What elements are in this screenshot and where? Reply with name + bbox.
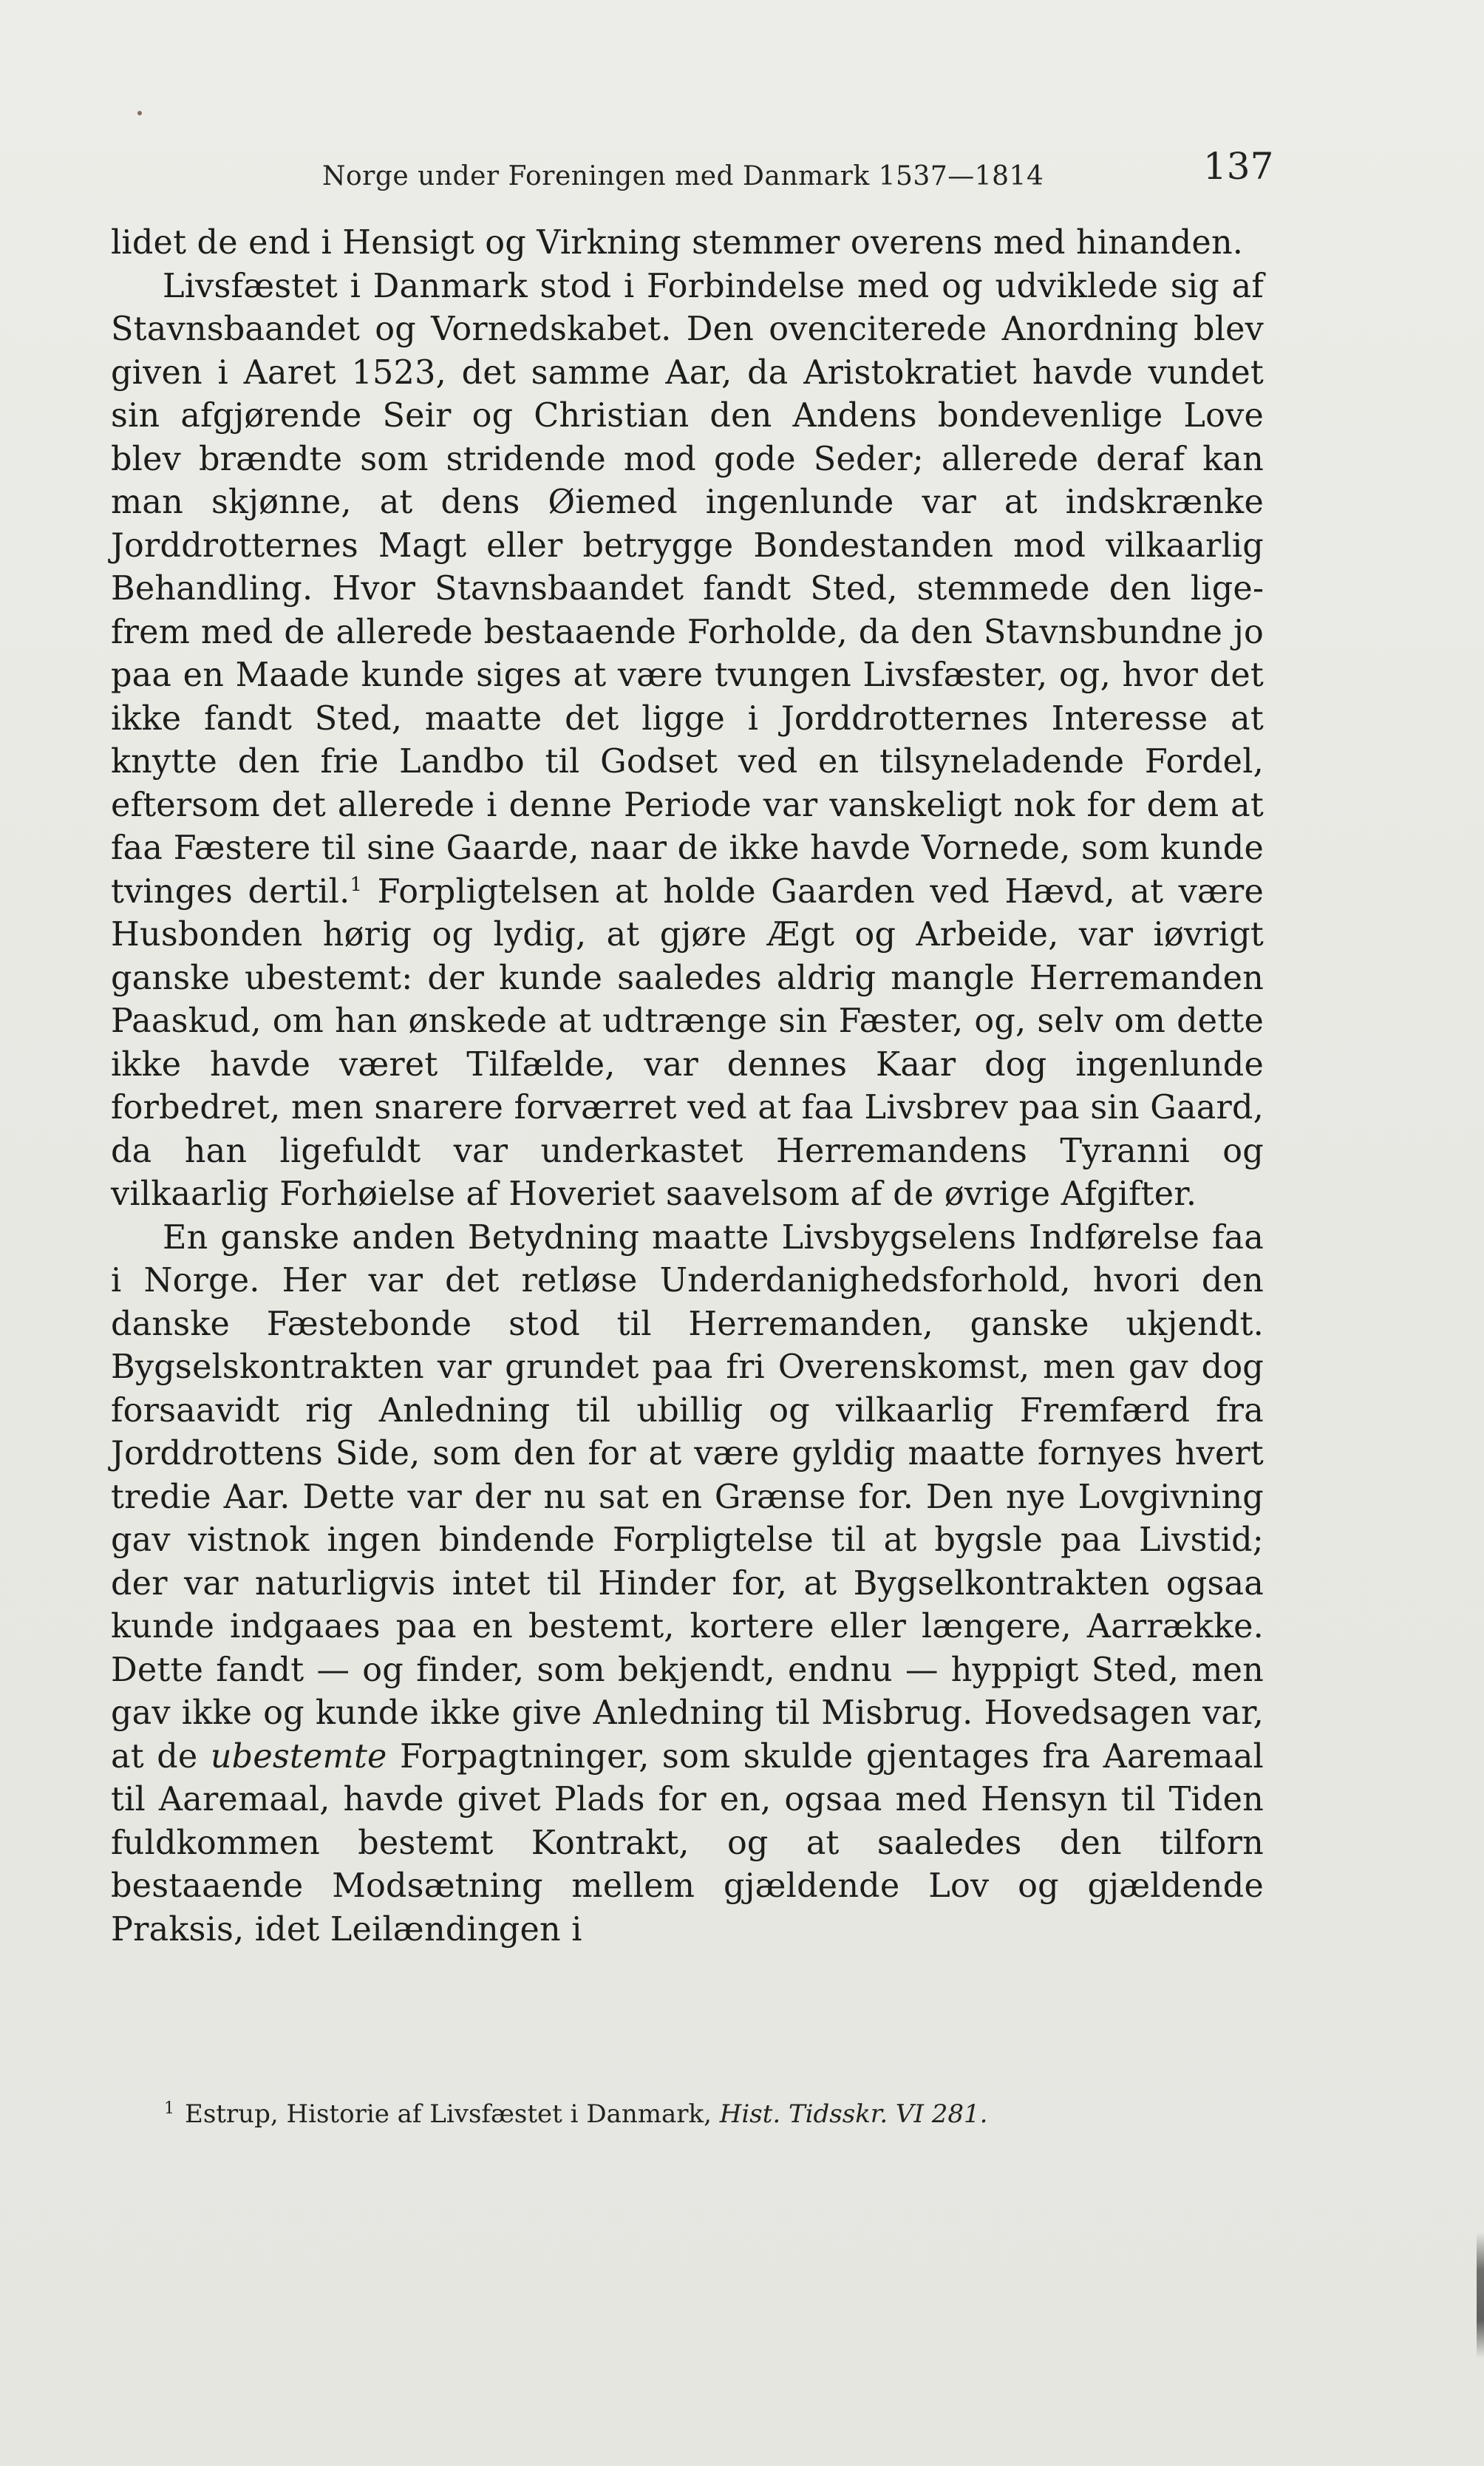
footnote-reference[interactable]: 1 bbox=[350, 873, 363, 896]
footnote-citation: Hist. Tidsskr. VI 281. bbox=[719, 2099, 988, 2129]
paragraph-3-emphasis: ubestemte bbox=[210, 1737, 387, 1776]
paper-speck bbox=[137, 111, 142, 115]
paragraph-3-text-b: Forpagtninger, som skulde gjentages fra Aaremaal til Aaremaal, havde givet Plads for en, ogsaa med Hensyn til Tiden fuldkommen bestemt Kontrakt, og at saaledes den tilforn bestaaende Modsætning mellem gjældende Lov og gjældende Praksis, idet Leilændingen i bbox=[111, 1737, 1264, 1949]
footnote bbox=[164, 2099, 1258, 2129]
body-text bbox=[111, 222, 1264, 1952]
scan-edge-mark bbox=[1477, 2232, 1484, 2358]
running-header: Norge under Foreningen med Danmark 1537—1814 bbox=[322, 161, 1044, 191]
footnote-mark: 1 bbox=[164, 2099, 174, 2118]
paragraph-3 bbox=[111, 1217, 1264, 1952]
page-number: 137 bbox=[1203, 145, 1274, 188]
paragraph-2-continuation: Forpligtelsen at holde Gaarden ved Hævd, at være Husbonden hørig og lydig, at gjøre Ægt og Arbeide, var iøvrigt ganske ubestemt: der kunde saaledes aldrig mangle Herremanden Paaskud, om han ønskede at udtrænge sin Fæster, og, selv om dette ikke havde været Tilfælde, var dennes Kaar dog ingenlunde forbedret, men snarere forværret ved at faa Livsbrev paa sin Gaard, da han ligefuldt var underkastet Herremandens Tyranni og vilkaarlig Forhøielse af Hoveriet saavelsom af de øvrige Afgifter. bbox=[111, 872, 1264, 1213]
paragraph-1: lidet de end i Hensigt og Virkning stemmer overens med hinanden. bbox=[111, 224, 1244, 262]
paragraph-2 bbox=[111, 265, 1264, 1217]
footnote-text: Estrup, Historie af Livsfæstet i Danmark, bbox=[185, 2099, 720, 2129]
paragraph-2-text: Livsfæstet i Danmark stod i Forbindelse med og udviklede sig af Stavnsbaandet og Vornedskabet. Den ovenciterede Anordning blev given i Aaret 1523, det samme Aar, da Aristokratiet havde vundet sin afgjørende Seir og Christian den Andens bondevenlige Love blev brændte som stridende mod gode Seder; allerede deraf kan man skjønne, at dens Øiemed ingenlunde var at indskrænke Jorddrotternes Magt eller betrygge Bondestanden mod vilkaarlig Behandling. Hvor Stavnsbaandet fandt Sted, stemmede den ligefrem med de allerede bestaaende Forholde, da den Stavnsbundne jo paa en Maade kunde siges at være tvungen Livsfæster, og, hvor det ikke fandt Sted, maatte det ligge i Jorddrotternes Interesse at knytte den frie Landbo til Godset ved en tilsyneladende Fordel, eftersom det allerede i denne Periode var vanskeligt nok for dem at faa Fæstere til sine Gaarde, naar de ikke havde Vornede, som kunde tvinges dertil. bbox=[111, 267, 1264, 911]
paragraph-3-text-a: En ganske anden Betydning maatte Livsbygselens Indførelse faa i Norge. Her var det retløse Underdanighedsforhold, hvori den danske Fæstebonde stod til Herremanden, ganske ukjendt. Bygselskontrakten var grundet paa fri Overenskomst, men gav dog forsaavidt rig Anledning til ubillig og vilkaarlig Fremfærd fra Jorddrottens Side, som den for at være gyldig maatte fornyes hvert tredie Aar. Dette var der nu sat en Grænse for. Den nye Lovgivning gav vistnok ingen bindende Forpligtelse til at bygsle paa Livstid; der var naturligvis intet til Hinder for, at Bygselkontrakten ogsaa kunde indgaaes paa en bestemt, kortere eller længere, Aarrække. Dette fandt — og finder, som bekjendt, endnu — hyppigt Sted, men gav ikke og kunde ikke give Anledning til Misbrug. Hovedsagen var, at de bbox=[111, 1218, 1264, 1776]
